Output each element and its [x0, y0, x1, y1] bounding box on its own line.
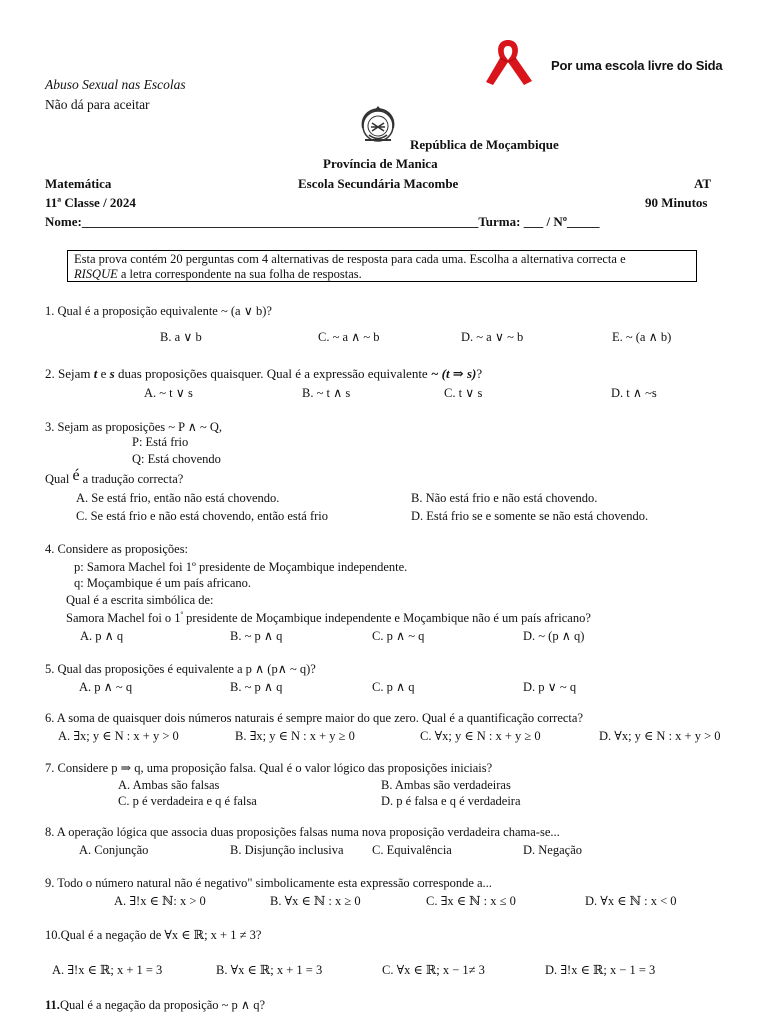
q2-var-t: t: [93, 366, 98, 381]
q9-option-a[interactable]: A. ∃!x ∈ ℕ: x > 0: [114, 894, 206, 908]
q4-ask: Qual é a escrita simbólica de:: [66, 593, 214, 607]
q4-prop-p: p: Samora Machel foi 1º presidente de Moçambique independente.: [74, 560, 408, 574]
question-9: 9. Todo o número natural não é negativo" simbolicamente esta expressão corresponde a...: [45, 876, 492, 890]
q3-ask-rest: a tradução correcta?: [79, 472, 184, 486]
q10-option-d[interactable]: D. ∃!x ∈ ℝ; x − 1 = 3: [545, 963, 656, 977]
q3-option-a[interactable]: A. Se está frio, então não está chovendo.: [76, 491, 280, 505]
q2-text-and: e: [97, 366, 110, 381]
q6-option-c[interactable]: C. ∀x; y ∈ N : x + y ≥ 0: [420, 729, 541, 743]
class-year: 11ª Classe / 2024: [45, 195, 136, 210]
q4-statement-sup: º: [180, 610, 184, 619]
q5-option-a[interactable]: A. p ∧ ~ q: [79, 680, 133, 694]
question-5: 5. Qual das proposições é equivalente a p ∧ (p∧ ~ q)?: [45, 662, 316, 676]
question-2: [45, 366, 482, 382]
q4-option-d[interactable]: D. ~ (p ∧ q): [523, 629, 585, 643]
question-11: [45, 997, 265, 1013]
student-name-line[interactable]: Nome:_____________________________________________________________Turma: ___ / Nº_____: [45, 214, 600, 229]
province-title: Província de Manica: [323, 156, 438, 171]
q7-option-a[interactable]: A. Ambas são falsas: [118, 778, 220, 792]
q10-option-a[interactable]: A. ∃!x ∈ ℝ; x + 1 = 3: [52, 963, 163, 977]
q6-option-a[interactable]: A. ∃x; y ∈ N : x + y > 0: [58, 729, 179, 743]
q7-option-b[interactable]: B. Ambas são verdadeiras: [381, 778, 511, 792]
q11-number: 11.: [45, 998, 60, 1012]
q8-option-b[interactable]: B. Disjunção inclusiva: [230, 843, 344, 857]
q2-expression: ~ (t ⇒ s): [430, 366, 477, 381]
q9-option-c[interactable]: C. ∃x ∈ ℕ : x ≤ 0: [426, 894, 516, 908]
q6-option-b[interactable]: B. ∃x; y ∈ N : x + y ≥ 0: [235, 729, 355, 743]
question-3: 3. Sejam as proposições ~ P ∧ ~ Q,: [45, 420, 223, 434]
instructions-text: Esta prova contém 20 perguntas com 4 alternativas de resposta para cada uma. Escolha a alternativa correcta e: [74, 252, 626, 266]
school-name: Escola Secundária Macombe: [298, 176, 459, 191]
q4-statement-text: Samora Machel foi o 1: [66, 611, 181, 626]
instructions-risque: RISQUE: [74, 267, 118, 281]
coat-of-arms-icon: [357, 106, 399, 146]
q2-text-rest: duas proposições quaisquer. Qual é a expressão equivalente: [114, 366, 431, 381]
q6-option-d[interactable]: D. ∀x; y ∈ N : x + y > 0: [599, 729, 721, 743]
q4-option-b[interactable]: B. ~ p ∧ q: [230, 629, 283, 643]
q5-option-c[interactable]: C. p ∧ q: [372, 680, 415, 694]
republic-title: República de Moçambique: [410, 137, 559, 152]
question-10: 10.Qual é a negação de ∀x ∈ ℝ; x + 1 ≠ 3?: [45, 928, 262, 942]
q3-prop-q: Q: Está chovendo: [132, 452, 221, 466]
assessment-type: AT: [694, 176, 712, 191]
q7-option-c[interactable]: C. p é verdadeira e q é falsa: [118, 794, 257, 808]
q9-option-b[interactable]: B. ∀x ∈ ℕ : x ≥ 0: [270, 894, 361, 908]
q3-ask-text: Qual: [45, 472, 73, 486]
q9-option-d[interactable]: D. ∀x ∈ ℕ : x < 0: [585, 894, 677, 908]
question-8: 8. A operação lógica que associa duas proposições falsas numa nova proposição verdadeira chama-se...: [45, 825, 560, 839]
q8-option-a[interactable]: A. Conjunção: [79, 843, 149, 857]
q3-ask: [45, 467, 184, 488]
subject-label: Matemática: [45, 176, 112, 191]
q2-option-a[interactable]: A. ~ t ∨ s: [144, 386, 193, 400]
instructions-box: [67, 250, 697, 282]
q3-option-c[interactable]: C. Se está frio e não está chovendo, então está frio: [76, 509, 328, 523]
q8-option-c[interactable]: C. Equivalência: [372, 843, 452, 857]
q4-statement: [66, 610, 591, 626]
q7-option-d[interactable]: D. p é falsa e q é verdadeira: [381, 794, 521, 808]
q2-qmark: ?: [476, 366, 483, 381]
exam-duration: 90 Minutos: [645, 195, 708, 210]
abuse-title: Abuso Sexual nas Escolas: [45, 77, 186, 92]
q2-var-s: s: [109, 366, 115, 381]
q1-option-c[interactable]: C. ~ a ∧ ~ b: [318, 330, 380, 344]
q5-option-d[interactable]: D. p ∨ ~ q: [523, 680, 577, 694]
question-1: 1. Qual é a proposição equivalente ~ (a ∨ b)?: [45, 304, 272, 318]
q10-option-c[interactable]: C. ∀x ∈ ℝ; x − 1≠ 3: [382, 963, 485, 977]
q3-option-d[interactable]: D. Está frio se e somente se não está chovendo.: [411, 509, 649, 523]
question-7: 7. Considere p ⇒ q, uma proposição falsa. Qual é o valor lógico das proposições iniciais?: [45, 761, 493, 775]
question-6: 6. A soma de quaisquer dois números naturais é sempre maior do que zero. Qual é a quantificação correcta?: [45, 711, 583, 725]
instructions-text-end: a letra correspondente na sua folha de respostas.: [117, 267, 362, 281]
red-ribbon-icon: [478, 36, 542, 88]
q2-option-d[interactable]: D. t ∧ ~s: [611, 386, 657, 400]
q2-option-c[interactable]: C. t ∨ s: [444, 386, 483, 400]
q1-option-b[interactable]: B. a ∨ b: [160, 330, 202, 344]
q5-option-b[interactable]: B. ~ p ∧ q: [230, 680, 283, 694]
q3-option-b[interactable]: B. Não está frio e não está chovendo.: [411, 491, 598, 505]
q4-prop-q: q: Moçambique é um país africano.: [74, 576, 252, 590]
q1-option-d[interactable]: D. ~ a ∨ ~ b: [461, 330, 524, 344]
q10-option-b[interactable]: B. ∀x ∈ ℝ; x + 1 = 3: [216, 963, 323, 977]
q4-option-a[interactable]: A. p ∧ q: [80, 629, 124, 643]
q2-text: 2. Sejam: [45, 366, 94, 381]
q2-option-b[interactable]: B. ~ t ∧ s: [302, 386, 351, 400]
q4-option-c[interactable]: C. p ∧ ~ q: [372, 629, 425, 643]
question-4: 4. Considere as proposições:: [45, 542, 189, 556]
campaign-slogan: Por uma escola livre do Sida: [551, 58, 723, 73]
abuse-subtitle: Não dá para aceitar: [45, 97, 150, 112]
q11-text: Qual é a negação da proposição ~ p ∧ q?: [59, 998, 266, 1012]
q4-statement-rest: presidente de Moçambique independente e Moçambique não é um país africano?: [183, 611, 591, 626]
q1-option-e[interactable]: E. ~ (a ∧ b): [612, 330, 672, 344]
q8-option-d[interactable]: D. Negação: [523, 843, 582, 857]
q3-ask-e: é: [72, 467, 80, 484]
q3-prop-p: P: Está frio: [132, 435, 189, 449]
